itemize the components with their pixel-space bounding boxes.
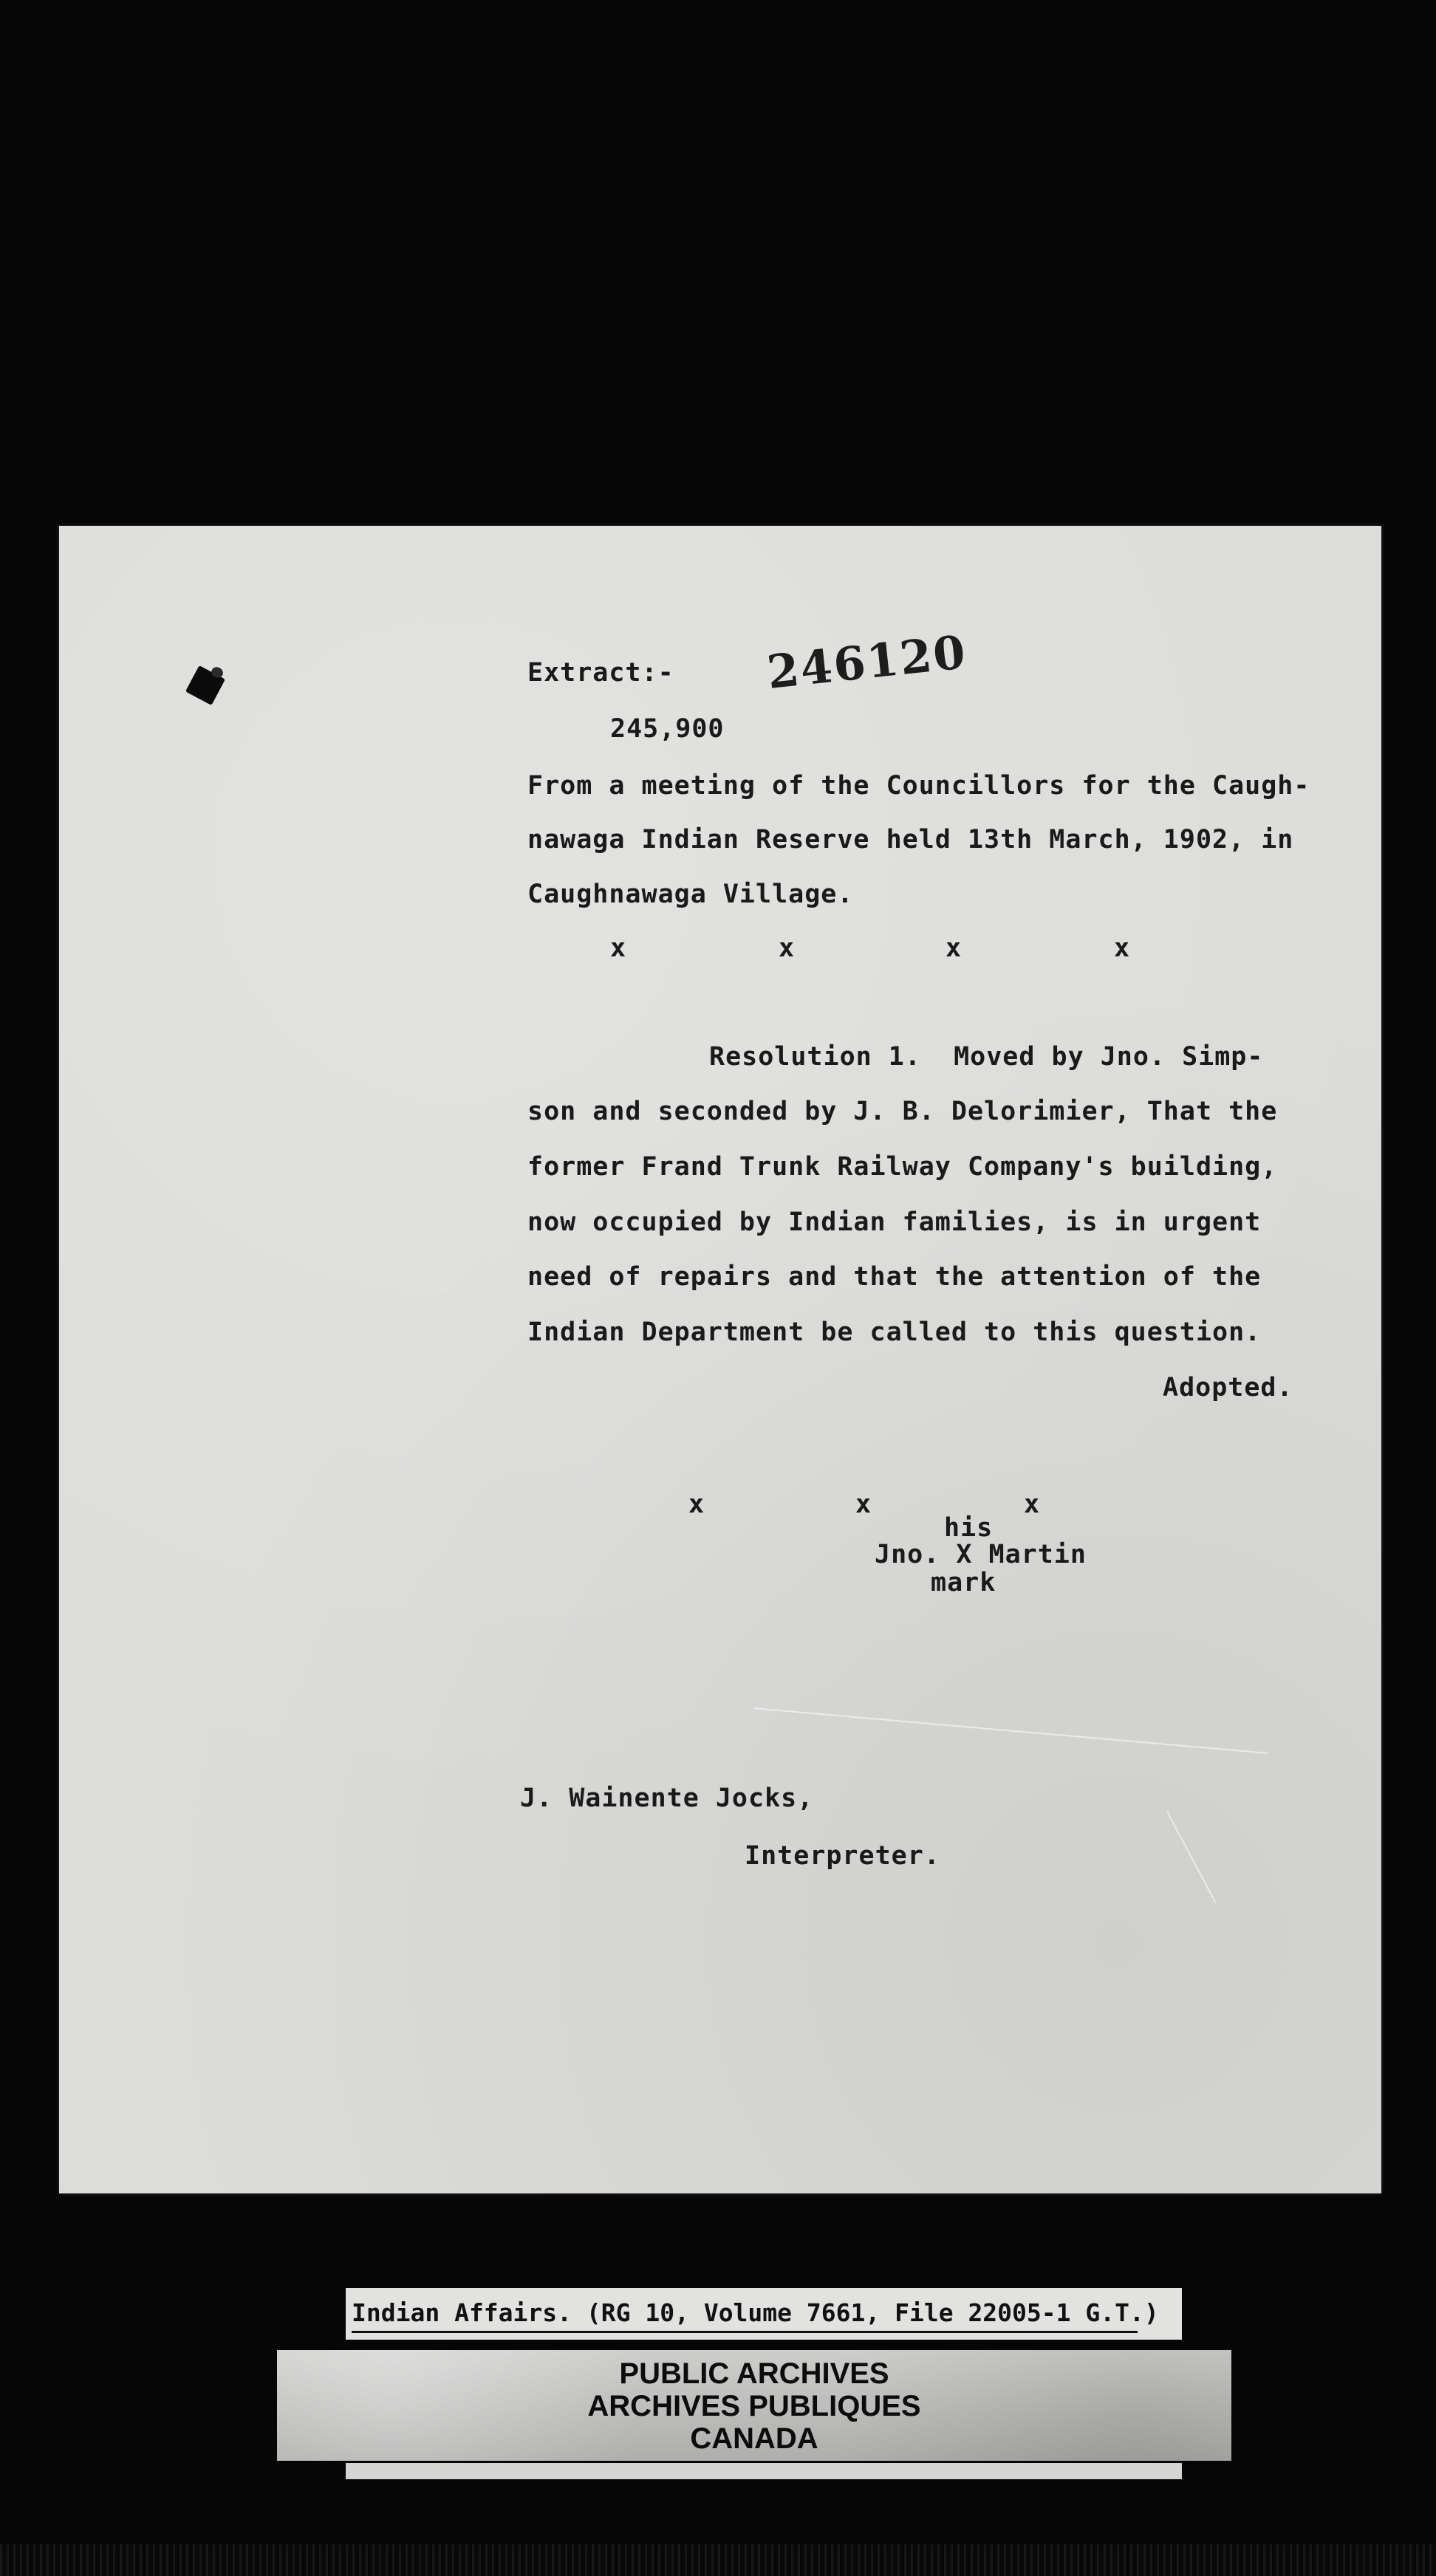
intro-line: From a meeting of the Councillors for the Caugh- [527, 771, 1310, 801]
punch-hole-mark [185, 665, 225, 705]
file-stamp-number: 246120 [764, 625, 969, 699]
resolution-line: son and seconded by J. B. Delorimier, That the [527, 1097, 1278, 1126]
film-edge [0, 2544, 1436, 2576]
resolution-line: need of repairs and that the attention of the [527, 1262, 1262, 1292]
separator-mark: x [779, 934, 796, 963]
public-archives-label [277, 2350, 1231, 2461]
separator-mark: x [1114, 934, 1131, 963]
signature-separator-mark: x [1024, 1490, 1041, 1519]
signature-separator-mark: x [688, 1490, 705, 1519]
document-page [59, 526, 1381, 2193]
separator-mark: x [946, 934, 963, 963]
separator-mark: x [610, 934, 627, 963]
extract-label: Extract:- [527, 658, 674, 688]
interpreter-title: Interpreter. [745, 1841, 940, 1871]
intro-line: Caughnawaga Village. [527, 880, 854, 909]
archive-caption: Indian Affairs. (RG 10, Volume 7661, File 22005-1 G.T.) [352, 2298, 1159, 2327]
resolution-line: former Frand Trunk Railway Company's building, [527, 1152, 1278, 1182]
signature-name: Jno. X Martin [875, 1540, 1087, 1569]
film-scratch [753, 1707, 1269, 1754]
interpreter-name: J. Wainente Jocks, [520, 1784, 814, 1813]
file-number: 245,900 [610, 714, 725, 744]
signature-his: his [944, 1513, 994, 1543]
film-scratch [1166, 1812, 1216, 1904]
resolution-line: Resolution 1. Moved by Jno. Simp- [709, 1042, 1264, 1072]
caption-underline [352, 2331, 1138, 2333]
archives-label-line: ARCHIVES PUBLIQUES [587, 2390, 921, 2422]
adopted-note: Adopted. [1163, 1373, 1293, 1402]
signature-separator-mark: x [855, 1490, 872, 1519]
archives-label-line: CANADA [690, 2422, 818, 2455]
caption-strip-bottom [346, 2463, 1182, 2479]
resolution-line: Indian Department be called to this question. [527, 1318, 1262, 1347]
archive-caption-strip [346, 2288, 1182, 2340]
resolution-line: now occupied by Indian families, is in urgent [527, 1208, 1262, 1237]
intro-line: nawaga Indian Reserve held 13th March, 1902, in [527, 825, 1294, 854]
archives-label-line: PUBLIC ARCHIVES [619, 2357, 889, 2390]
signature-mark: mark [931, 1568, 996, 1597]
